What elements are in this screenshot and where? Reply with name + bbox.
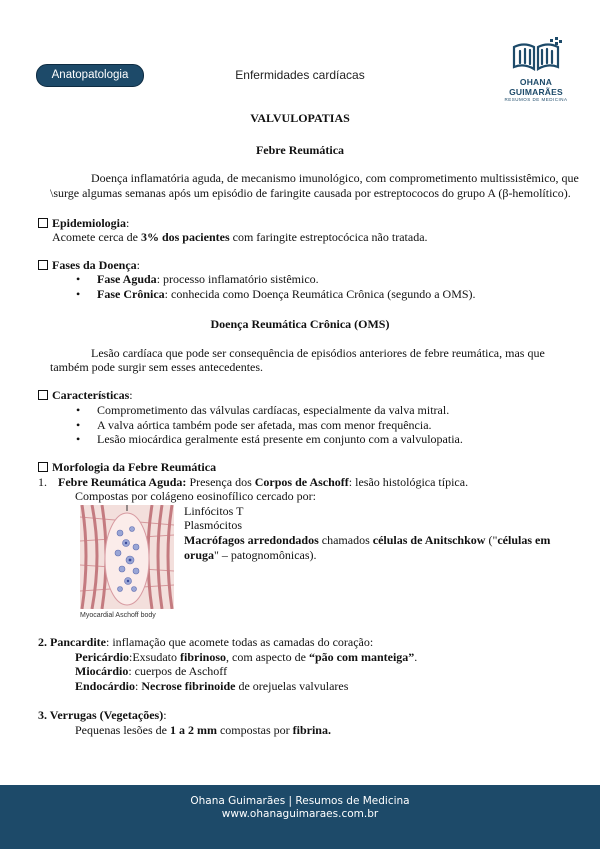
cell-item: Plasmócitos [184, 518, 243, 532]
endocardium-line: Endocárdio: Necrose fibrinoide de orejuelas valvulares [75, 679, 349, 693]
morphology-heading: Morfologia da Febre Reumática [38, 460, 216, 474]
composed-text: Compostas por colágeno eosinofílico cercado por: [75, 489, 316, 503]
myocardium-line: Miocárdio: cuerpos de Aschoff [75, 664, 228, 678]
checkbox-icon [38, 390, 48, 400]
checkbox-icon [38, 462, 48, 472]
list-item: • Fase Crônica: conhecida como Doença Reumática Crônica (segundo a OMS). [76, 287, 476, 301]
section-title-febre: Febre Reumática [255, 143, 345, 157]
epidemiology-text: Acomete cerca de 3% dos pacientes com faringite estreptocócica não tratada. [52, 230, 428, 244]
checkbox-icon [38, 260, 48, 270]
list-item: • Lesão miocárdica geralmente está presente em conjunto com a valvulopatia. [76, 432, 463, 446]
figure-caption: Myocardial Aschoff body [80, 612, 156, 619]
list-item: • A valva aórtica também pode ser afetada, mas com menor frequência. [76, 418, 432, 432]
subject-badge: Anatopatologia [36, 64, 144, 87]
aschoff-body-illustration [80, 505, 174, 609]
macrophage-line-2: oruga" – patognomônicas). [184, 548, 317, 562]
intro-line-1: Doença inflamatória aguda, de mecanismo imunológico, com comprometimento multissistêmico, que [91, 171, 579, 185]
pericardium-line: Pericárdio:Exsudato fibrinoso, com aspecto de “pão com manteiga”. [75, 650, 418, 664]
book-logo-icon [510, 37, 562, 75]
logo-brand-text: OHANA GUIMARÃES [509, 77, 563, 97]
morphology-item-2: 2. Pancardite: inflamação que acomete todas as camadas do coração: [38, 635, 374, 649]
features-heading: Características: [38, 388, 133, 402]
epidemiology-heading: Epidemiologia: [38, 216, 129, 230]
morphology-item-3: 3. Verrugas (Vegetações): [38, 708, 167, 722]
page-footer [0, 785, 600, 849]
phases-heading: Fases da Doença: [38, 258, 140, 272]
logo-tagline: RESUMOS DE MEDICINA [504, 97, 568, 102]
page-title: VALVULOPATIAS [250, 111, 350, 125]
verrugas-text: Pequenas lesões de 1 a 2 mm compostas por fibrina. [75, 723, 331, 737]
topic-title: Enfermidades cardíacas [235, 68, 365, 82]
brand-logo [493, 37, 579, 102]
cell-item: Linfócitos T [184, 504, 244, 518]
morphology-item-1: 1. Febre Reumática Aguda: Presença dos Corpos de Aschoff: lesão histológica típica. [38, 475, 469, 489]
aschoff-body-figure [80, 505, 174, 625]
checkbox-icon [38, 218, 48, 228]
list-item: • Comprometimento das válvulas cardíacas, especialmente da valva mitral. [76, 403, 450, 417]
section-title-chronic: Doença Reumática Crônica (OMS) [210, 317, 390, 331]
macrophage-line-1: Macrófagos arredondados chamados células de Anitschkow ("células em [184, 533, 551, 547]
chronic-line-2: também pode surgir sem esses antecedentes. [50, 360, 264, 374]
footer-author: Ohana Guimarães | Resumos de Medicina [190, 795, 410, 807]
footer-website-link[interactable]: www.ohanaguimaraes.com.br [221, 808, 379, 820]
list-item: • Fase Aguda: processo inflamatório sistêmico. [76, 272, 319, 286]
chronic-line-1: Lesão cardíaca que pode ser consequência de episódios anteriores de febre reumática, mas que [91, 346, 545, 360]
intro-line-2: \surge algumas semanas após um episódio de faringite causada por estreptococos do grupo A (β-hemolítico). [50, 186, 571, 200]
